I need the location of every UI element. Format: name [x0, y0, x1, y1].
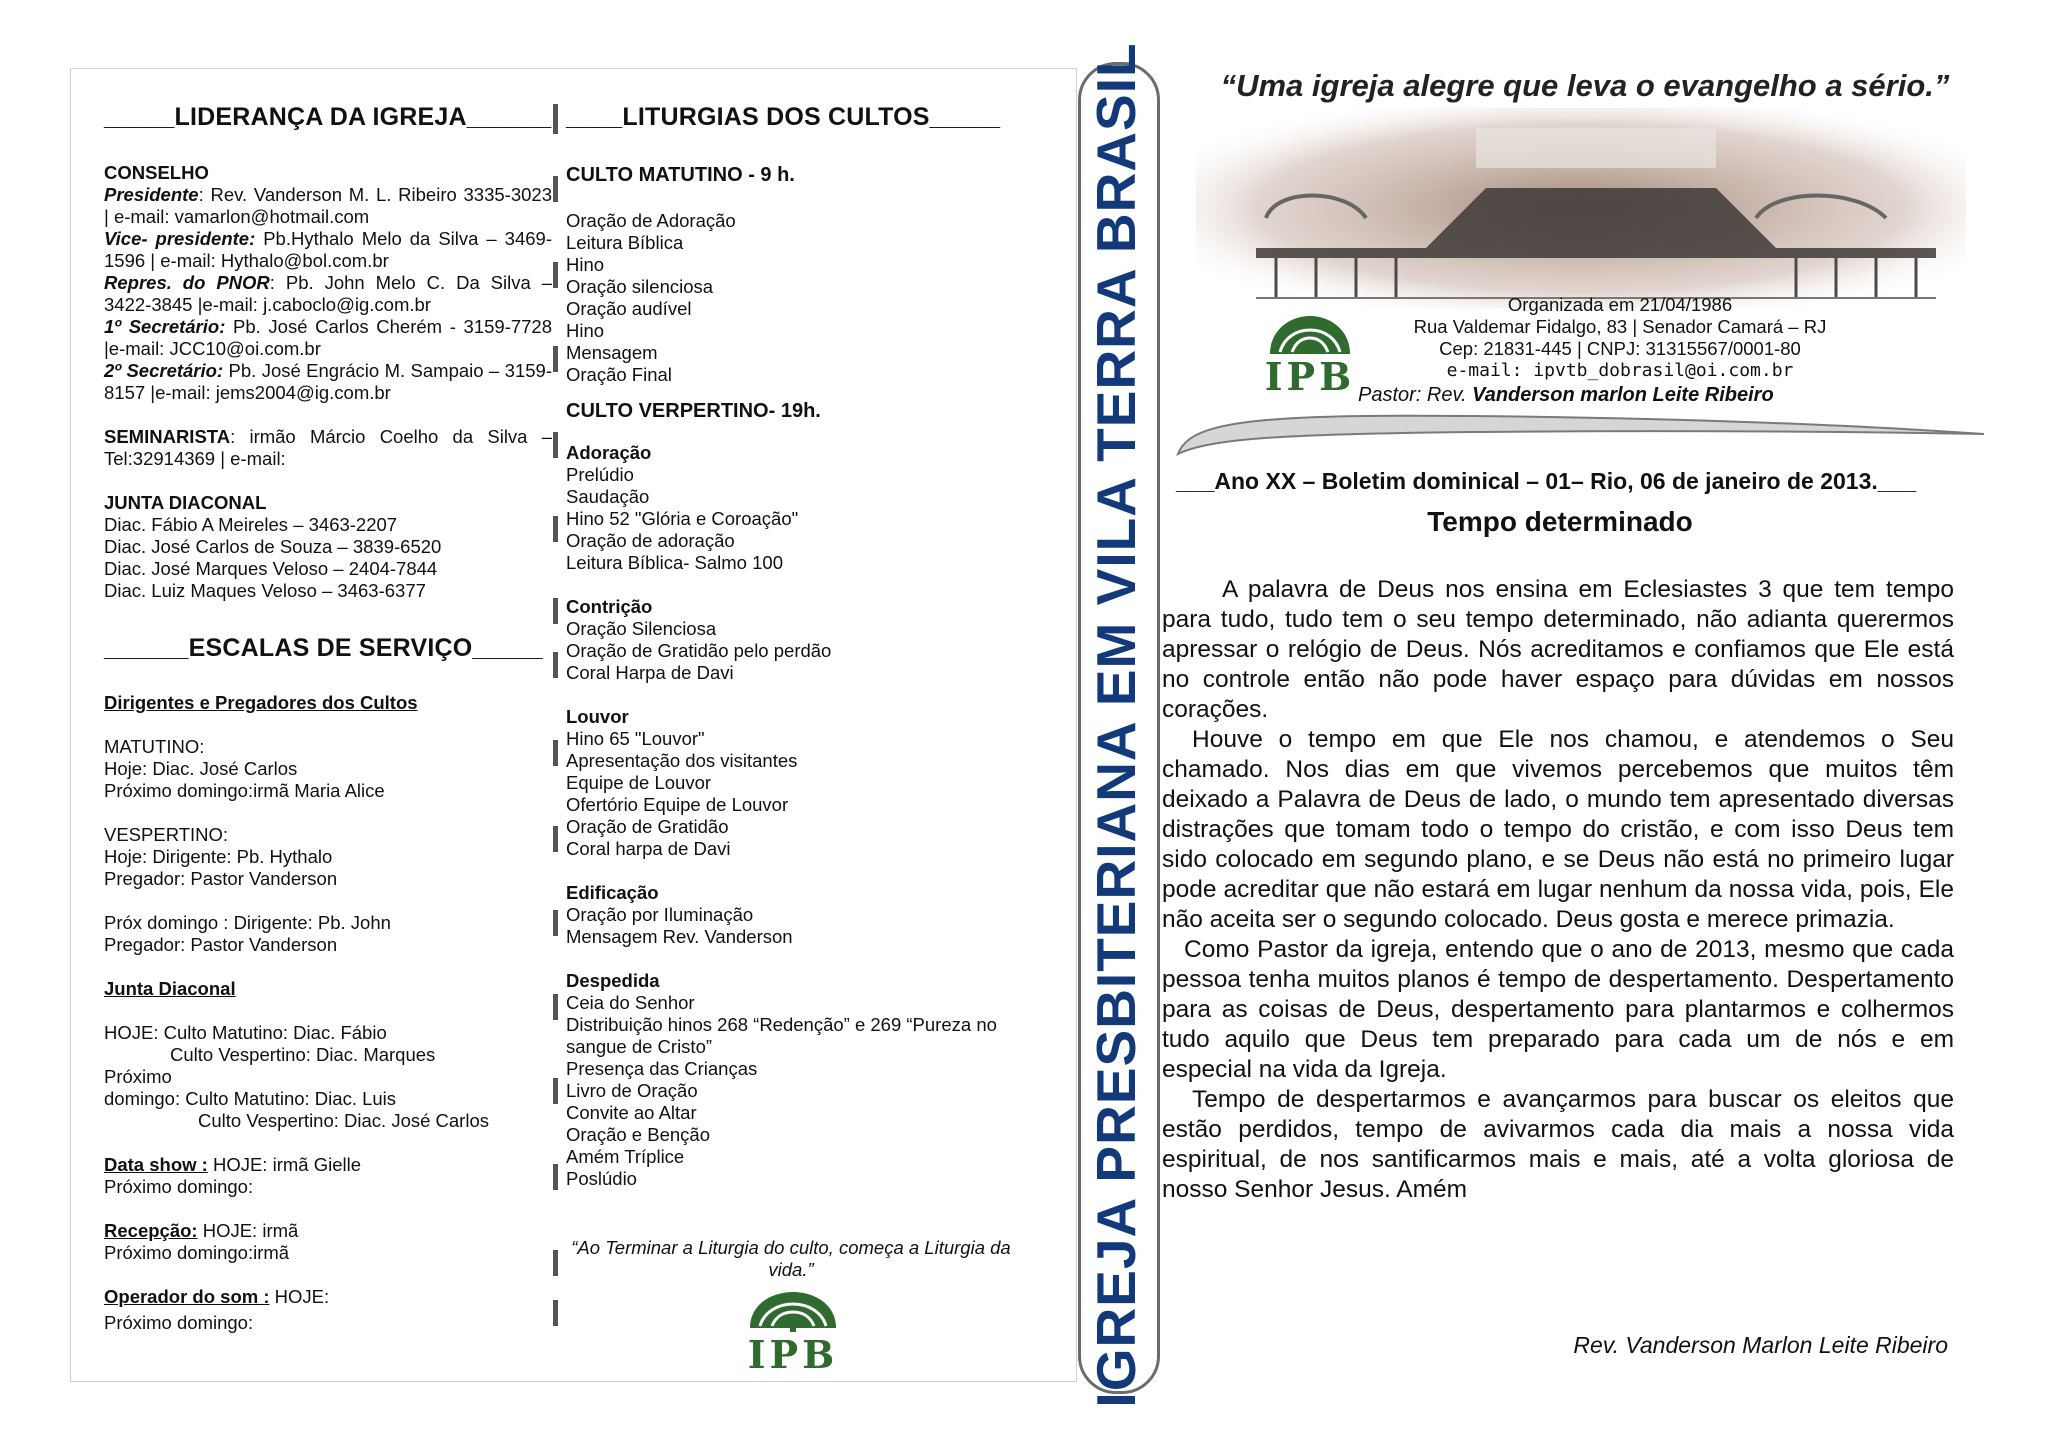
- liturgy-item: Oração e Benção: [566, 1124, 710, 1145]
- closing-quote: “Ao Terminar a Liturgia do culto, começa a Liturgia da vida.”: [571, 1237, 1011, 1280]
- vespertino-line: Hoje: Dirigente: Pb. Hythalo: [104, 846, 333, 867]
- column-divider: [553, 740, 558, 766]
- article-paragraph: Tempo de despertarmos e avançarmos para buscar os eleitos que estão perdidos, tempo de avivarmos cada dia mais a nossa vida espiritual, de nos santificarmos mais e mais, até a volta gloriosa de nosso Senhor Jesus. Amém: [1162, 1086, 1954, 1203]
- junta-schedule-line: Culto Vespertino: Diac. José Carlos: [198, 1110, 489, 1131]
- junta-heading: JUNTA DIACONAL: [104, 492, 267, 513]
- column-divider: [553, 262, 558, 288]
- info-email: e-mail: ipvtb_dobrasil@oi.com.br: [1446, 360, 1794, 381]
- seminarista-line: SEMINARISTA: irmão Márcio Coelho da Silva – Tel:32914369 | e-mail:: [104, 426, 552, 469]
- prox-line: Próx domingo : Dirigente: Pb. John: [104, 912, 391, 933]
- liturgy-item: Leitura Bíblica: [566, 232, 684, 253]
- recepcao-next: Próximo domingo:irmã: [104, 1242, 290, 1263]
- liturgy-item: Oração Silenciosa: [566, 618, 717, 639]
- column-divider: [553, 1250, 558, 1276]
- liturgias-section: [566, 164, 1016, 1190]
- liturgy-item: Hino: [566, 320, 605, 341]
- operador-line: Operador do som : HOJE:: [104, 1286, 330, 1307]
- liturgy-item: Prelúdio: [566, 464, 634, 485]
- liturgy-group-heading: Edificação: [566, 882, 659, 903]
- conselho-line: Vice- presidente: Pb.Hythalo Melo da Silva – 3469-1596 | e-mail: Hythalo@bol.com.br: [104, 228, 552, 271]
- liturgy-item: Oração Final: [566, 364, 672, 385]
- church-building-image: [1196, 108, 1966, 308]
- liturgy-item: Coral harpa de Davi: [566, 838, 731, 859]
- liturgy-item: Mensagem Rev. Vanderson: [566, 926, 793, 947]
- junta-schedule-line: Próximo: [104, 1066, 172, 1087]
- column-divider: [553, 432, 558, 458]
- liturgy-item: Oração silenciosa: [566, 276, 714, 297]
- liturgy-item: Oração de Gratidão: [566, 816, 729, 837]
- liturgy-group-heading: Adoração: [566, 442, 652, 463]
- conselho-section: [104, 162, 552, 602]
- junta-schedule-line: domingo: Culto Matutino: Diac. Luis: [104, 1088, 397, 1109]
- liturgy-item: Mensagem: [566, 342, 658, 363]
- matutino-line: Próximo domingo:irmã Maria Alice: [104, 780, 385, 801]
- article-paragraph: A palavra de Deus nos ensina em Eclesiastes 3 que tem tempo para tudo, tudo tem o seu tempo determinado, não adianta querermos apressar o relógio de Deus. Nós acreditamos e confiamos que Ele está no controle então não pode haver espaço para dúvidas em nossos corações.: [1162, 576, 1954, 723]
- decorative-swoosh: [1170, 408, 1990, 458]
- matutino-line: Hoje: Diac. José Carlos: [104, 758, 298, 779]
- conselho-heading: CONSELHO: [104, 162, 209, 183]
- column-divider: [553, 346, 558, 372]
- signature: Rev. Vanderson Marlon Leite Ribeiro: [1573, 1332, 1948, 1358]
- column-divider: [553, 1078, 558, 1104]
- liturgy-item: Distribuição hinos 268 “Redenção” e 269 “Pureza no sangue de Cristo”: [566, 1014, 997, 1057]
- liturgy-item: Oração por Iluminação: [566, 904, 754, 925]
- church-motto: “Uma igreja alegre que leva o evangelho a sério.”: [1220, 68, 1950, 103]
- liturgy-item: Ceia do Senhor: [566, 992, 695, 1013]
- matutino-heading: CULTO MATUTINO - 9 h.: [566, 164, 795, 186]
- article-paragraph: Houve o tempo em que Ele nos chamou, e atendemos o Seu chamado. Nos dias em que vivemos percebemos que muitos têm deixado a Palavra de Deus de lado, o mundo tem apresentado diversas distrações que tomam todo o tempo do cristão, e com isso Deus tem sido colocado em segundo plano, e se Deus não está no primeiro lugar pode acreditar que não estará em lugar nenhum da nossa vida, pois, Ele não aceita ser o segundo colocado. Deus gosta e merece primazia.: [1162, 726, 1954, 933]
- conselho-line: Repres. do PNOR: Pb. John Melo C. Da Silva – 3422-3845 |e-mail: j.caboclo@ig.com.br: [104, 272, 553, 315]
- vespertino-line: Pregador: Pastor Vanderson: [104, 868, 338, 889]
- liturgy-group-heading: Contrição: [566, 596, 653, 617]
- article-paragraph: Como Pastor da igreja, entendo que o ano de 2013, mesmo que cada pessoa tenha muitos planos é tempo de despertamento. Despertamento para as coisas de Deus, despertamento para plantarmos e colhermos tudo aquilo que Deus tem preparado para cada um de nós e em especial na vida da Igreja.: [1162, 936, 1954, 1083]
- liturgy-item: Equipe de Louvor: [566, 772, 712, 793]
- ipb-logo-header: [1260, 310, 1360, 400]
- ipb-logo-text: IPB: [1264, 354, 1356, 399]
- junta-diaconal-heading: Junta Diaconal: [104, 978, 236, 999]
- dirigentes-heading: Dirigentes e Pregadores dos Cultos: [104, 692, 418, 713]
- junta-schedule-line: Culto Vespertino: Diac. Marques: [170, 1044, 436, 1065]
- lideranca-title: _____LIDERANÇA DA IGREJA______: [104, 103, 552, 131]
- junta-member: Diac. José Marques Veloso – 2404-7844: [104, 558, 438, 579]
- junta-member: Diac. Luiz Maques Veloso – 3463-6377: [104, 580, 426, 601]
- liturgy-item: Oração de Adoração: [566, 210, 736, 231]
- liturgy-item: Oração de Gratidão pelo perdão: [566, 640, 832, 661]
- recepcao-line: Recepção: HOJE: irmã: [104, 1220, 299, 1241]
- column-divider: [553, 1300, 558, 1326]
- liturgy-group-heading: Louvor: [566, 706, 629, 727]
- prox-line: Pregador: Pastor Vanderson: [104, 934, 338, 955]
- datashow-line: Data show : HOJE: irmã Gielle: [104, 1154, 361, 1175]
- church-info: [1340, 294, 1900, 382]
- junta-member: Diac. José Carlos de Souza – 3839-6520: [104, 536, 442, 557]
- junta-schedule-line: HOJE: Culto Matutino: Diac. Fábio: [104, 1022, 387, 1043]
- liturgy-item: Livro de Oração: [566, 1080, 698, 1101]
- liturgy-item: Poslúdio: [566, 1168, 637, 1189]
- column-divider: [553, 176, 558, 202]
- column-divider: [553, 826, 558, 852]
- info-line: Organizada em 21/04/1986: [1507, 294, 1733, 315]
- liturgy-item: Hino 65 "Louvor": [566, 728, 705, 749]
- liturgy-item: Ofertório Equipe de Louvor: [566, 794, 789, 815]
- junta-member: Diac. Fábio A Meireles – 3463-2207: [104, 514, 398, 535]
- liturgias-title: ____LITURGIAS DOS CULTOS_____: [566, 103, 1001, 131]
- column-divider: [553, 910, 558, 936]
- liturgy-item: Leitura Bíblica- Salmo 100: [566, 552, 783, 573]
- column-divider: [553, 598, 558, 624]
- conselho-line: 1º Secretário: Pb. José Carlos Cherém - 3159-7728 |e-mail: JCC10@oi.com.br: [104, 316, 552, 359]
- article-body: [1162, 575, 1954, 1205]
- vespertino-heading: CULTO VERPERTINO- 19h.: [566, 400, 821, 422]
- column-divider: [553, 1164, 558, 1190]
- article-headline: Tempo determinado: [1427, 506, 1693, 537]
- conselho-line: 2º Secretário: Pb. José Engrácio M. Sampaio – 3159-8157 |e-mail: jems2004@ig.com.br: [104, 360, 552, 403]
- matutino-line: MATUTINO:: [104, 736, 205, 757]
- info-line: Rua Valdemar Fidalgo, 83 | Senador Camará – RJ: [1413, 316, 1827, 337]
- ipb-logo: [738, 1286, 848, 1376]
- bulletin-line: ___Ano XX – Boletim dominical – 01– Rio, 06 de janeiro de 2013.___: [1176, 468, 1917, 494]
- liturgy-item: Presença das Crianças: [566, 1058, 758, 1079]
- column-divider: [553, 516, 558, 542]
- vespertino-line: VESPERTINO:: [104, 824, 229, 845]
- liturgy-item: Amém Tríplice: [566, 1146, 685, 1167]
- spine-title: IGREJA PRESBITERIANA EM VILA TERRA BRASIL: [1085, 42, 1147, 1408]
- column-divider: [553, 994, 558, 1020]
- liturgy-group-heading: Despedida: [566, 970, 660, 991]
- liturgy-item: Oração de adoração: [566, 530, 735, 551]
- escalas-title: ______ESCALAS DE SERVIÇO_____: [104, 634, 543, 662]
- escalas-section: [104, 692, 552, 1334]
- conselho-line: Presidente: Rev. Vanderson M. L. Ribeiro 3335-3023 | e-mail: vamarlon@hotmail.com: [104, 184, 552, 227]
- liturgy-item: Hino: [566, 254, 605, 275]
- liturgy-item: Coral Harpa de Davi: [566, 662, 734, 683]
- info-line: Cep: 21831-445 | CNPJ: 31315567/0001-80: [1439, 338, 1801, 359]
- ipb-logo-text: IPB: [747, 1332, 839, 1377]
- pastor-line: Pastor: Rev. Vanderson marlon Leite Ribeiro: [1358, 384, 1774, 406]
- liturgy-item: Apresentação dos visitantes: [566, 750, 798, 771]
- liturgy-item: Hino 52 "Glória e Coroação": [566, 508, 799, 529]
- datashow-next: Próximo domingo:: [104, 1176, 254, 1197]
- liturgy-item: Oração audível: [566, 298, 692, 319]
- liturgy-item: Saudação: [566, 486, 650, 507]
- operador-next: Próximo domingo:: [104, 1312, 254, 1333]
- liturgy-item: Convite ao Altar: [566, 1102, 697, 1123]
- column-divider: [553, 652, 558, 678]
- column-divider: [553, 104, 558, 134]
